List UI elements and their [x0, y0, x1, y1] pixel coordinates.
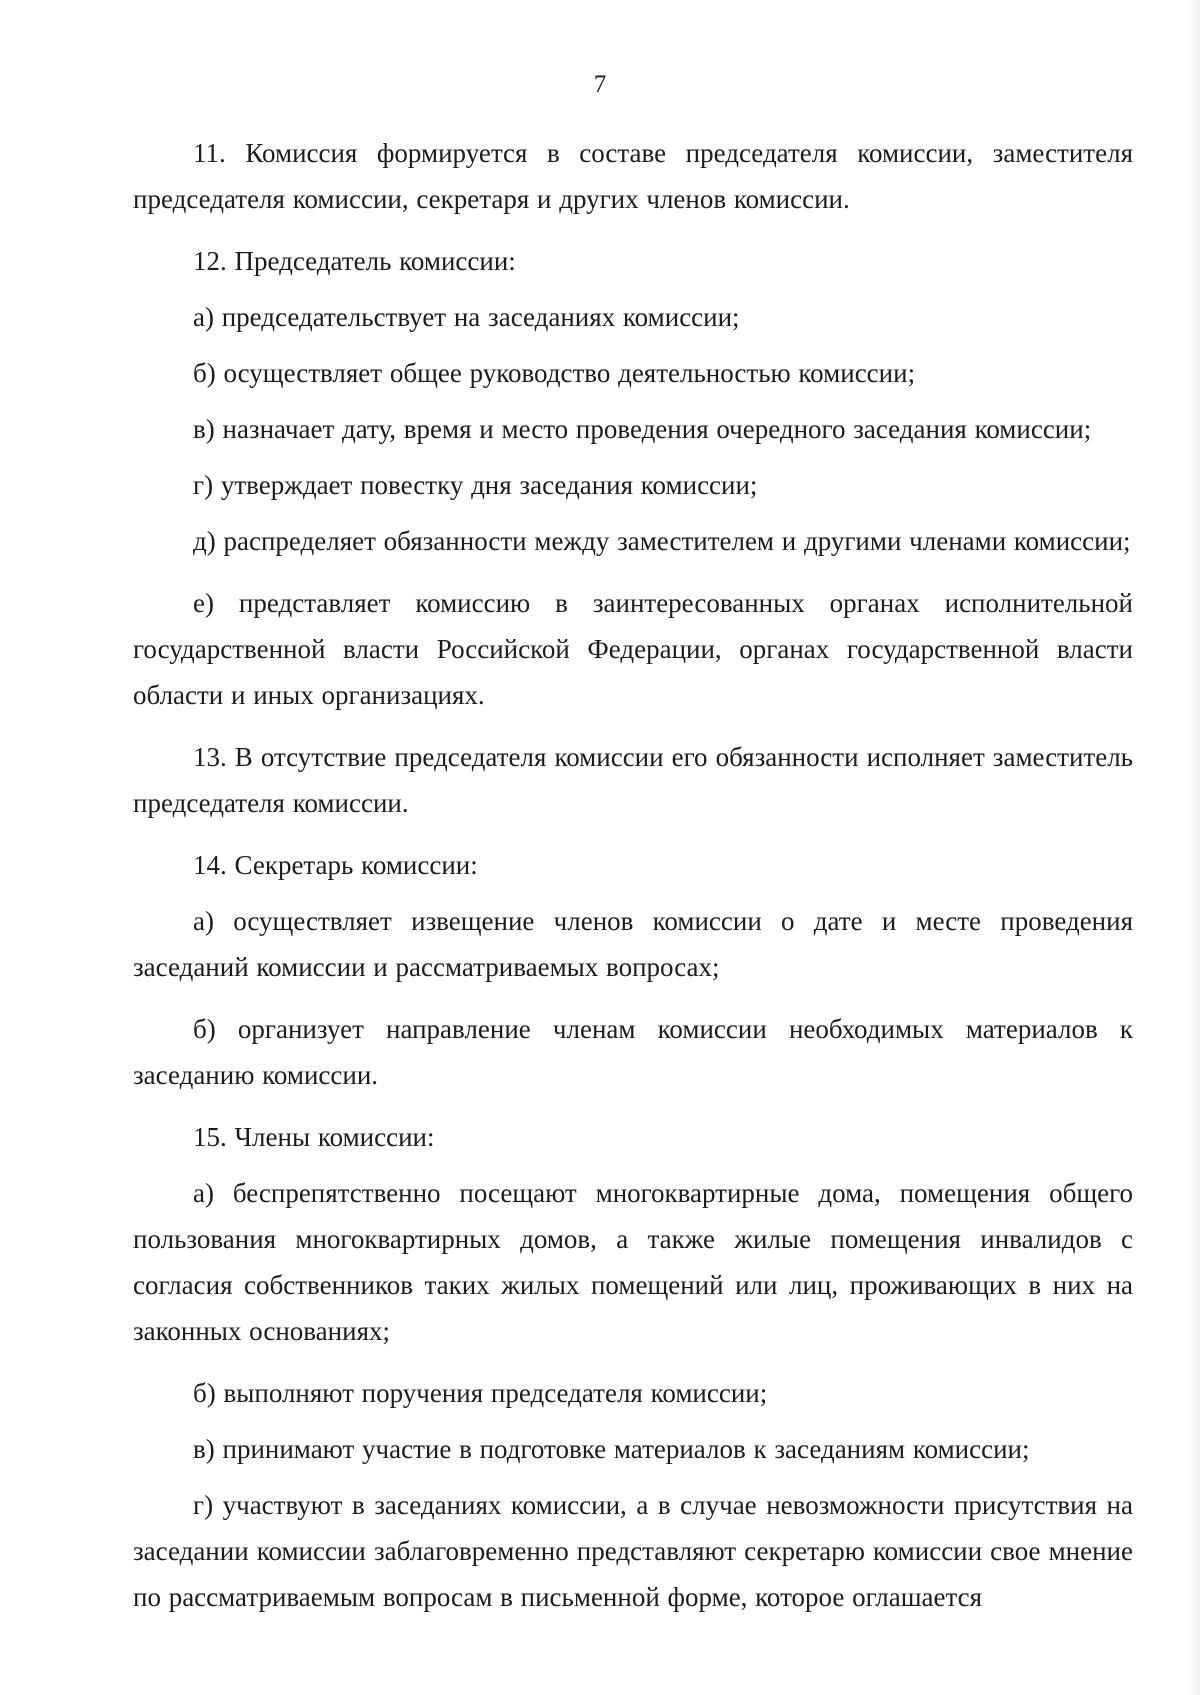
- page-number: 7: [593, 71, 607, 98]
- paragraph-12-heading: 12. Председатель комиссии:: [193, 246, 516, 276]
- paragraph-12-v: в) назначает дату, время и место проведения очередного заседания комиссии;: [193, 414, 1092, 444]
- paragraph-12-e: е) представляет комиссию в заинтересованных органах исполнительной государственной власти Российской Федерации, органах государственной власти области и иных организациях.: [133, 588, 1133, 710]
- paragraph-15-heading: 15. Члены комиссии:: [193, 1122, 435, 1152]
- paragraph-15-a: а) беспрепятственно посещают многоквартирные дома, помещения общего пользования многоквартирных домов, а также жилые помещения инвалидов с согласия собственников таких жилых помещений или лиц, проживающих в них на законных основаниях;: [133, 1178, 1133, 1346]
- document-body: [133, 130, 1133, 1636]
- paragraph-14-a: а) осуществляет извещение членов комиссии о дате и месте проведения заседаний комиссии и рассматриваемых вопросах;: [133, 906, 1133, 982]
- paragraph-14-b: б) организует направление членам комиссии необходимых материалов к заседанию комиссии.: [133, 1014, 1133, 1090]
- paragraph-12-g: г) утверждает повестку дня заседания комиссии;: [193, 470, 758, 500]
- paragraph-12-d: д) распределяет обязанности между заместителем и другими членами комиссии;: [193, 526, 1131, 556]
- scan-edge-shadow: [1188, 0, 1200, 1695]
- paragraph-12-b: б) осуществляет общее руководство деятельностью комиссии;: [193, 358, 916, 388]
- paragraph-14-heading: 14. Секретарь комиссии:: [193, 850, 478, 880]
- paragraph-15-g: г) участвуют в заседаниях комиссии, а в случае невозможности присутствия на заседании комиссии заблаговременно представляют секретарю комиссии свое мнение по рассматриваемым вопросам в письменной форме, которое оглашается: [133, 1490, 1133, 1612]
- paragraph-15-b: б) выполняют поручения председателя комиссии;: [193, 1378, 768, 1408]
- paragraph-15-v: в) принимают участие в подготовке материалов к заседаниям комиссии;: [193, 1434, 1030, 1464]
- paragraph-11: 11. Комиссия формируется в составе председателя комиссии, заместителя председателя комиссии, секретаря и других членов комиссии.: [133, 138, 1133, 214]
- paragraph-13: 13. В отсутствие председателя комиссии его обязанности исполняет заместитель председателя комиссии.: [133, 742, 1133, 818]
- paragraph-12-a: а) председательствует на заседаниях комиссии;: [193, 302, 740, 332]
